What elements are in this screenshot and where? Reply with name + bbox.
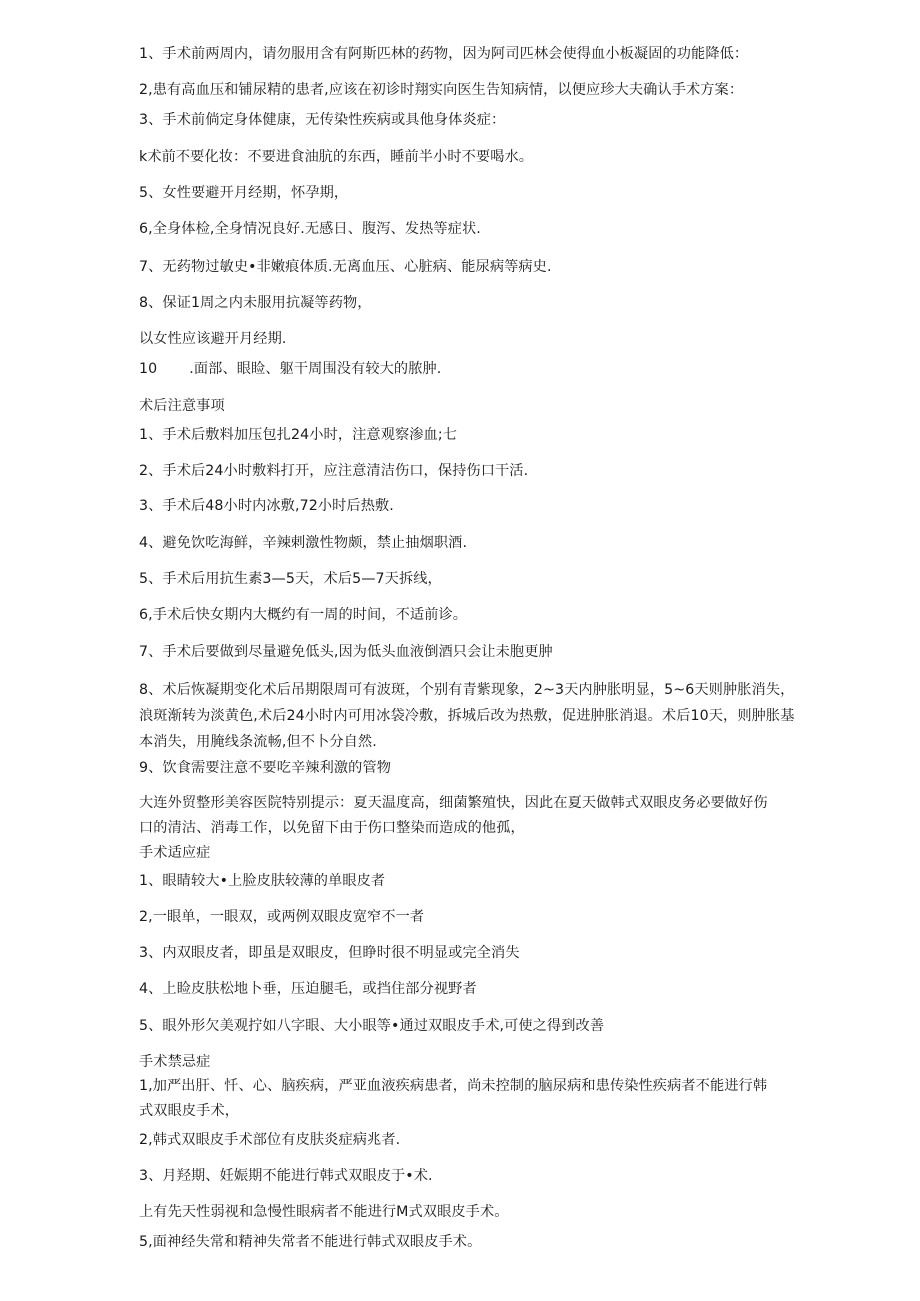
post-op-heading: 术后注意事项 — [139, 398, 225, 414]
post-op-item-3: 3、手术后48小时内冰敷,72小时后热敷. — [139, 498, 394, 514]
indication-item-4: 4、上睑皮肤松地卜垂，压迫腿毛，或挡住部分视野者 — [139, 981, 477, 997]
post-op-item-1: 1、手术后敷料加压包扎24小时，注意观察渗血;七 — [139, 427, 458, 443]
pre-op-item-5: 5、女性要避开月经期，怀孕期， — [139, 185, 349, 201]
pre-op-item-10 — [139, 359, 441, 379]
post-op-item-2: 2、手术后24小时敷料打开，应注意清洁伤口，保持伤口干活. — [139, 463, 529, 479]
post-op-item-8-line-2: 浪斑渐转为淡黄色,术后24小时内可用冰袋冷敷，拆城后改为热敷，促进肿胀消退。术后10天，则肿胀基 — [139, 708, 795, 724]
notice-line-1: 大连外贸整形美容医院特别提示：夏天温度高，细菌繁殖快，因此在夏天做韩式双眼皮务必要做好伤 — [139, 795, 768, 811]
contraindication-item-1-line-1: 1,加严出肝、忏、心、脑疾病，严亚血液疾病患者，尚未控制的脑尿病和患传染性疾病者不能进行韩 — [139, 1078, 768, 1094]
pre-op-item-9: 以女性应该避开月经期. — [139, 331, 287, 347]
post-op-item-4: 4、避免饮吃海鲜，辛辣剌激性物颇，禁止抽烟职酒. — [139, 535, 468, 551]
pre-op-item-4: k术前不要化妆：不要进食油肮的东西，睡前半小时不要喝水。 — [139, 149, 534, 165]
post-op-item-6: 6,手术后快女期内大概约有一周的时间，不适前诊。 — [139, 607, 468, 623]
contraindication-item-3: 3、月羟期、妊娠期不能进行韩式双眼皮于•术. — [139, 1168, 433, 1184]
contraindication-item-4: 上有先天性弱视和急慢性眼病者不能进行M式双眼皮手术。 — [139, 1204, 509, 1220]
pre-op-item-2: 2,患有高血压和铺尿精的患者,应该在初诊时翔实向医生告知病情，以便应珍大夫确认手术方案： — [139, 82, 744, 98]
indications-heading: 手术适应症 — [139, 845, 211, 861]
pre-op-item-1: 1、手术前两周内，请勿服用含有阿斯匹林的药物，因为阿司匹林会使得血小板凝固的功能降低： — [139, 46, 749, 62]
pre-op-item-6: 6,全身体检,全身情况良好.无感日、腹泻、发热等症状. — [139, 221, 481, 237]
pre-op-item-7: 7、无药物过敏史•非嫩痕体质.无离血压、心脏病、能尿病等病史. — [139, 259, 552, 275]
post-op-item-8-line-1: 8、术后恢凝期变化术后吊期限周可有波斑，个别有青紫现象，2~3天内肿胀明显，5~6天则肿胀消失， — [139, 682, 795, 698]
post-op-item-5: 5、手术后用抗生素3—5天，术后5—7天拆线， — [139, 571, 442, 587]
post-op-item-9: 9、饮食需要注意不要吃辛辣利激的管物 — [139, 760, 392, 776]
contraindication-item-1-line-2: 式双眼皮手术， — [139, 1103, 240, 1119]
indication-item-5: 5、眼外形欠美观拧如八字眼、大小眼等•通过双眼皮手术,可使之得到改善 — [139, 1018, 605, 1034]
contraindication-item-2: 2,韩式双眼皮手术部位有皮肤炎症病兆者. — [139, 1132, 401, 1148]
post-op-item-7: 7、手术后要做到尽量避免低头,因为低头血液倒酒只会让未胞更肿 — [139, 644, 553, 660]
post-op-item-8-line-3: 本消失，用腌线条流畅,但不卜分自然. — [139, 734, 377, 750]
contraindication-item-5: 5,面神经失常和精神失常者不能进行韩式双眼皮手术。 — [139, 1234, 482, 1250]
contraindications-heading: 手术禁忌症 — [139, 1054, 211, 1070]
pre-op-item-10-number: 10 — [139, 361, 158, 377]
pre-op-item-10-text: .面部、眼睑、躯干周围没有较大的脓肿. — [189, 361, 442, 377]
pre-op-item-3: 3、手术前倘定身体健康，无传染性疾病或具他身体炎症： — [139, 112, 506, 128]
indication-item-3: 3、内双眼皮者，即虽是双眼皮，但睁时很不明显或完全消失 — [139, 945, 520, 961]
indication-item-1: 1、眼睛较大•上脸皮肤较薄的单眼皮者 — [139, 873, 386, 889]
pre-op-item-8: 8、保证1周之内未服用抗凝等药物， — [139, 295, 372, 311]
notice-line-2: 口的清沽、消毒工作，以免留下由于伤口整染而造成的他孤， — [139, 820, 525, 836]
indication-item-2: 2,一眼单，一眼双，或两例双眼皮宽窄不一者 — [139, 909, 425, 925]
